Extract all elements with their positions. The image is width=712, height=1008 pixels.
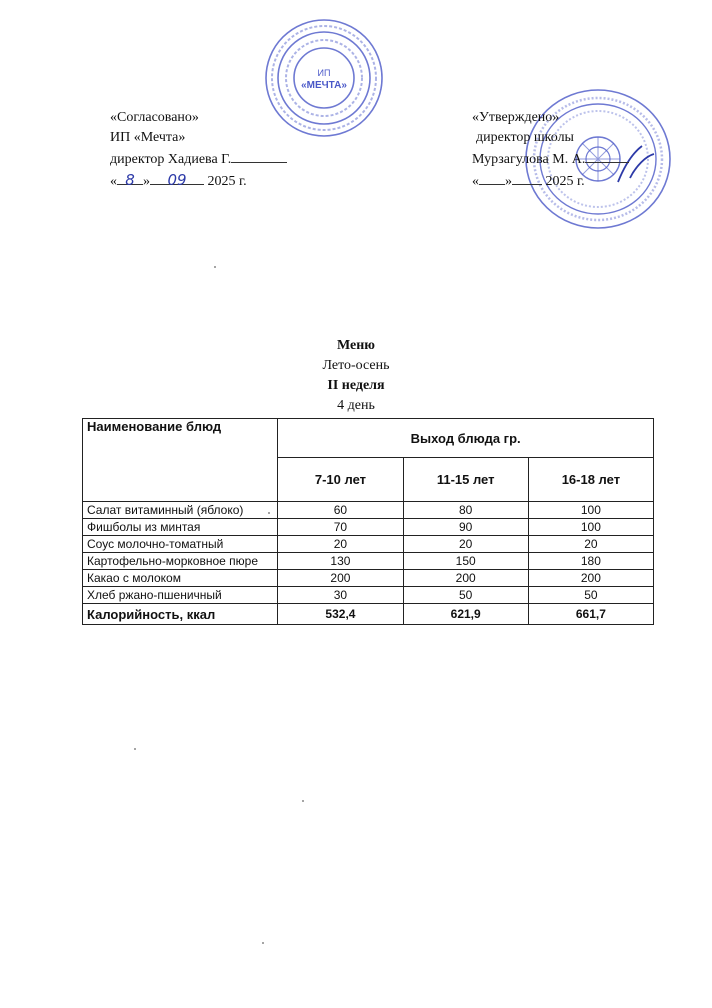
date-quote-open-right: « bbox=[472, 174, 479, 189]
portion-value: 50 bbox=[403, 587, 528, 604]
date-year-right: 2025 г. bbox=[545, 174, 585, 189]
portion-value: 150 bbox=[403, 553, 528, 570]
table-row bbox=[83, 587, 654, 604]
portion-value: 20 bbox=[278, 536, 403, 553]
date-day: 8 bbox=[125, 171, 135, 189]
calories-value: 621,9 bbox=[403, 604, 528, 625]
week-subtitle: II неделя bbox=[327, 378, 385, 393]
date-month-blank bbox=[150, 170, 204, 189]
school-director-name-line bbox=[472, 148, 692, 170]
portion-value: 50 bbox=[528, 587, 653, 604]
company-name: ИП «Мечта» bbox=[110, 130, 186, 145]
season-subtitle: Лето-осень bbox=[322, 358, 390, 373]
scan-speck bbox=[214, 266, 216, 268]
agreed-label: «Согласовано» bbox=[110, 110, 199, 125]
signature-line-right bbox=[585, 148, 629, 163]
dish-name: Соус молочно-томатный bbox=[83, 536, 278, 553]
date-month: 09 bbox=[167, 171, 187, 189]
date-line bbox=[110, 170, 350, 192]
date-quote-close: » bbox=[143, 174, 150, 189]
portion-value: 70 bbox=[278, 519, 403, 536]
date-day-blank-right bbox=[479, 170, 505, 185]
date-line-right bbox=[472, 170, 692, 192]
school-director-title: директор школы bbox=[476, 130, 574, 145]
portion-value: 100 bbox=[528, 519, 653, 536]
scan-speck bbox=[262, 942, 264, 944]
date-month-blank-right bbox=[512, 170, 542, 185]
director-name-line bbox=[110, 148, 350, 170]
calories-value: 532,4 bbox=[278, 604, 403, 625]
date-year: 2025 г. bbox=[207, 174, 247, 189]
date-quote-open: « bbox=[110, 174, 117, 189]
portion-value: 200 bbox=[528, 570, 653, 587]
column-header-dish: Наименование блюд bbox=[83, 419, 278, 502]
scan-speck bbox=[134, 748, 136, 750]
menu-table bbox=[82, 418, 654, 625]
director-name: директор Хадиева Г. bbox=[110, 152, 232, 167]
menu-title: Меню bbox=[336, 338, 375, 353]
calories-value: 661,7 bbox=[528, 604, 653, 625]
table-row bbox=[83, 519, 654, 536]
stamp-text-ip: ИП bbox=[317, 68, 331, 78]
portion-value: 20 bbox=[403, 536, 528, 553]
portion-value: 20 bbox=[528, 536, 653, 553]
table-row bbox=[83, 553, 654, 570]
table-row bbox=[83, 570, 654, 587]
signature-line bbox=[231, 148, 287, 163]
dish-name: Фишболы из минтая bbox=[83, 519, 278, 536]
approved-label: «Утверждено» bbox=[472, 110, 560, 125]
table-header-row bbox=[83, 419, 654, 458]
portion-value: 80 bbox=[403, 502, 528, 519]
column-header-output: Выход блюда гр. bbox=[278, 419, 654, 458]
approval-block-approved bbox=[472, 108, 692, 192]
scan-speck bbox=[268, 512, 270, 514]
portion-value: 200 bbox=[403, 570, 528, 587]
day-subtitle: 4 день bbox=[337, 398, 375, 413]
portion-value: 100 bbox=[528, 502, 653, 519]
dish-name: Какао с молоком bbox=[83, 570, 278, 587]
approval-block-agreed bbox=[110, 108, 350, 192]
portion-value: 30 bbox=[278, 587, 403, 604]
table-row bbox=[83, 536, 654, 553]
dish-name: Картофельно-морковное пюре bbox=[83, 553, 278, 570]
date-day-blank bbox=[117, 170, 143, 189]
portion-value: 60 bbox=[278, 502, 403, 519]
calories-row bbox=[83, 604, 654, 625]
school-director-name: Мурзагулова М. А. bbox=[472, 152, 586, 167]
column-header-age-16-18: 16-18 лет bbox=[528, 458, 653, 502]
stamp-text-name: «МЕЧТА» bbox=[301, 80, 347, 91]
portion-value: 90 bbox=[403, 519, 528, 536]
dish-name: Хлеб ржано-пшеничный bbox=[83, 587, 278, 604]
portion-value: 130 bbox=[278, 553, 403, 570]
calories-label: Калорийность, ккал bbox=[83, 604, 278, 625]
table-row bbox=[83, 502, 654, 519]
date-quote-close-right: » bbox=[505, 174, 512, 189]
portion-value: 200 bbox=[278, 570, 403, 587]
portion-value: 180 bbox=[528, 553, 653, 570]
column-header-age-11-15: 11-15 лет bbox=[403, 458, 528, 502]
column-header-age-7-10: 7-10 лет bbox=[278, 458, 403, 502]
scan-speck bbox=[302, 800, 304, 802]
dish-name: Салат витаминный (яблоко) bbox=[83, 502, 278, 519]
